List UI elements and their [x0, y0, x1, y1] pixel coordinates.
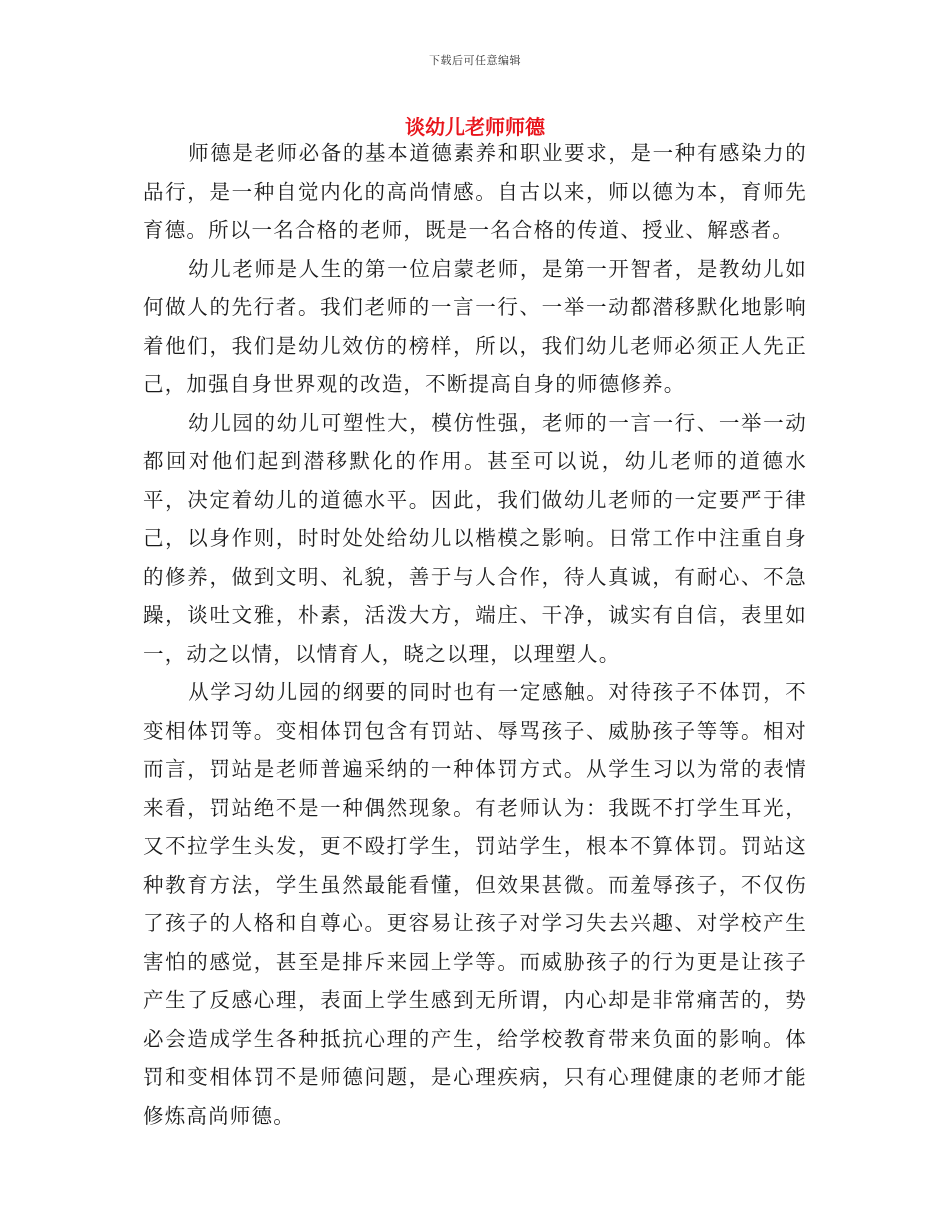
paragraph-2: 幼儿老师是人生的第一位启蒙老师，是第一开智者，是教幼儿如何做人的先行者。我们老师的一言一行、一举一动都潜移默化地影响着他们，我们是幼儿效仿的榜样，所以，我们幼儿老师必须正人先正己，加强自身世界观的改造，不断提高自身的师德修养。	[143, 256, 807, 396]
paragraph-3: 幼儿园的幼儿可塑性大，模仿性强，老师的一言一行、一举一动都回对他们起到潜移默化的作用。甚至可以说，幼儿老师的道德水平，决定着幼儿的道德水平。因此，我们做幼儿老师的一定要严于律己，以身作则，时时处处给幼儿以楷模之影响。日常工作中注重自身的修养，做到文明、礼貌，善于与人合作，待人真诚，有耐心、不急躁，谈吐文雅，朴素，活泼大方，端庄、干净，诚实有自信，表里如一，动之以情，以情育人，晓之以理，以理塑人。	[143, 410, 807, 666]
paragraph-4: 从学习幼儿园的纲要的同时也有一定感触。对待孩子不体罚，不变相体罚等。变相体罚包含有罚站、辱骂孩子、威胁孩子等等。相对而言，罚站是老师普遍采纳的一种体罚方式。从学生习以为常的表情来看，罚站绝不是一种偶然现象。有老师认为：我既不打学生耳光，又不拉学生头发，更不殴打学生，罚站学生，根本不算体罚。罚站这种教育方法，学生虽然最能看懂，但效果甚微。而羞辱孩子，不仅伤了孩子的人格和自尊心。更容易让孩子对学习失去兴趣、对学校产生害怕的感觉，甚至是排斥来园上学等。而威胁孩子的行为更是让孩子产生了反感心理，表面上学生感到无所谓，内心却是非常痛苦的，势必会造成学生各种抵抗心理的产生，给学校教育带来负面的影响。体罚和变相体罚不是师德问题，是心理疾病，只有心理健康的老师才能修炼高尚师德。	[143, 680, 807, 1128]
paragraph-1: 师德是老师必备的基本道德素养和职业要求，是一种有感染力的品行，是一种自觉内化的高尚情感。自古以来，师以德为本，育师先育德。所以一名合格的老师，既是一名合格的传道、授业、解惑者。	[143, 141, 807, 242]
page-header: 下载后可任意编辑	[429, 54, 521, 67]
document-title: 谈幼儿老师师德	[405, 115, 545, 139]
document-body	[143, 134, 807, 1135]
